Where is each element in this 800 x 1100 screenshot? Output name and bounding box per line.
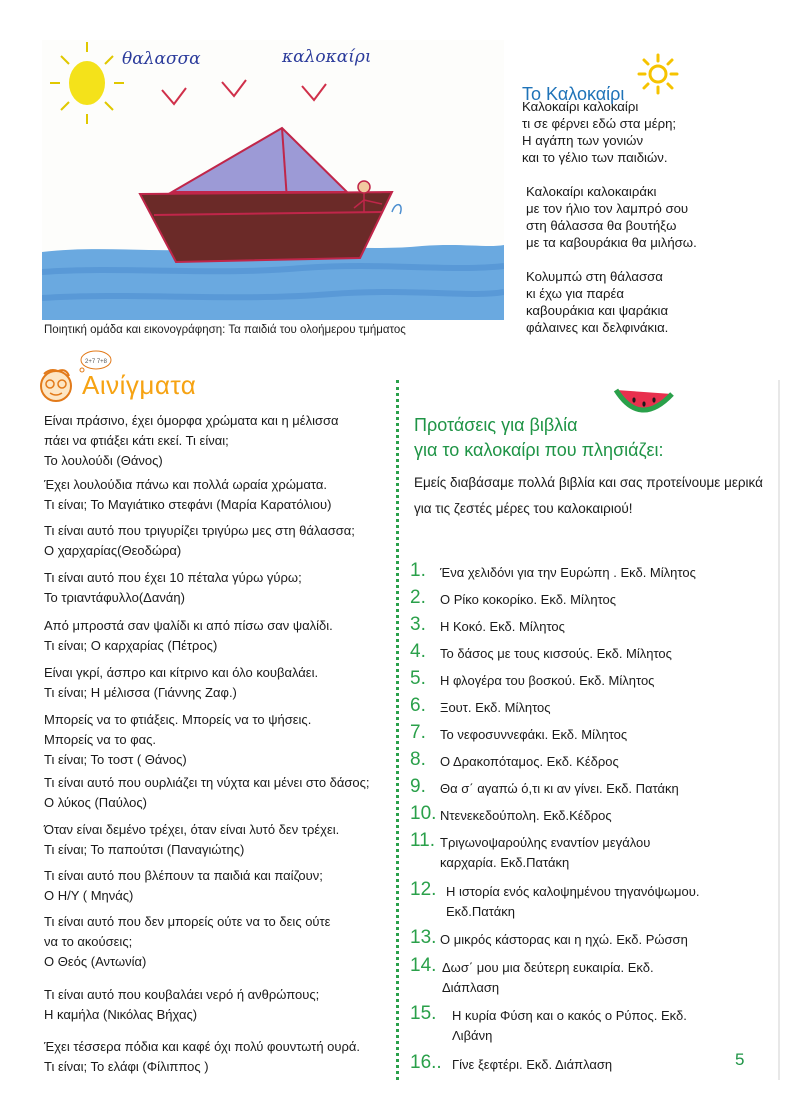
book-number: 15. — [410, 1003, 437, 1024]
riddle-line: Ο λύκος (Παύλος) — [44, 795, 147, 810]
poem-line: Η αγάπη των γονιών — [522, 133, 644, 148]
riddle-line: Όταν είναι δεμένο τρέχει, όταν είναι λυτό δεν τρέχει. — [44, 822, 340, 837]
book-number: 13. — [410, 927, 437, 948]
book-title: Διάπλαση — [442, 980, 500, 995]
book-number: 6. — [410, 695, 426, 716]
riddle-line: Τι είναι αυτό που δεν μπορείς ούτε να το δεις ούτε — [44, 914, 331, 929]
book-title: καρχαρία. Εκδ.Πατάκη — [440, 855, 570, 870]
book-title: Ο Ρίκο κοκορίκο. Εκδ. Μίλητος — [440, 592, 617, 607]
poem-line: και το γέλιο των παιδιών. — [522, 150, 668, 165]
poem-line: με τον ήλιο τον λαμπρό σου — [526, 201, 689, 216]
riddle-item — [44, 663, 384, 703]
book-title: Ένα χελιδόνι για την Ευρώπη . Εκδ. Μίλητος — [440, 565, 696, 580]
riddle-line: Τι είναι αυτό που ουρλιάζει τη νύχτα και μένει στο δάσος; — [44, 775, 370, 790]
riddle-line: Τι είναι; Το ελάφι (Φίλιππος ) — [44, 1059, 209, 1074]
poem-line: καβουράκια και ψαράκια — [526, 303, 669, 318]
poem-line: κι έχω για παρέα — [526, 286, 624, 301]
book-number: 11. — [410, 830, 436, 851]
book-title: Ξουτ. Εκδ. Μίλητος — [440, 700, 551, 715]
book-number: 1. — [410, 560, 426, 581]
riddle-line: Ο Η/Υ ( Μηνάς) — [44, 888, 134, 903]
riddle-line: Τι είναι; Ο καρχαρίας (Πέτρος) — [44, 638, 218, 653]
book-number: 8. — [410, 749, 426, 770]
book-number: 3. — [410, 614, 426, 635]
riddle-item — [44, 411, 384, 471]
riddle-line: Τι είναι αυτό που τριγυρίζει τριγύρω μες στη θάλασσα; — [44, 523, 355, 538]
books-heading-line: για το καλοκαίρι που πλησιάζει: — [414, 440, 664, 460]
riddle-line: Μπορείς να το φτιάξεις. Μπορείς να το ψήσεις. — [44, 712, 312, 727]
riddle-line: Τι είναι; Το τοστ ( Θάνος) — [44, 752, 187, 767]
poem-stanza — [522, 98, 676, 166]
book-title: Η ιστορία ενός καλοψημένου τηγανόψωμου. — [446, 884, 700, 899]
books-intro: Εμείς διαβάσαμε πολλά βιβλία και σας προτείνουμε μερικά για τις ζεστές μέρες του καλοκαιριού! — [414, 475, 763, 516]
riddle-line: Τι είναι; Η μέλισσα (Γιάννης Ζαφ.) — [44, 685, 237, 700]
riddle-item — [44, 1037, 384, 1077]
riddle-line: Τι είναι αυτό που έχει 10 πέταλα γύρω γύρω; — [44, 570, 302, 585]
page-number: 5 — [735, 1050, 745, 1069]
sun-icon — [636, 52, 680, 96]
poem-stanza — [526, 268, 668, 336]
book-title: Εκδ.Πατάκη — [446, 904, 515, 919]
book-title: Το δάσος με τους κισσούς. Εκδ. Μίλητος — [440, 646, 672, 661]
riddle-item — [44, 912, 384, 972]
riddle-line: Το λουλούδι (Θάνος) — [44, 453, 163, 468]
book-number: 14. — [410, 955, 437, 976]
book-title: Δωσ΄ μου μια δεύτερη ευκαιρία. Εκδ. — [442, 960, 654, 975]
book-title: Τριγωνοψαρούλης εναντίον μεγάλου — [440, 835, 651, 850]
riddle-line: πάει να φτιάξει κάτι εκεί. Τι είναι; — [44, 433, 229, 448]
book-title: Ο μικρός κάστορας και η ηχώ. Εκδ. Ρώσση — [440, 932, 688, 947]
riddle-line: Έχει τέσσερα πόδια και καφέ όχι πολύ φουντωτή ουρά. — [44, 1039, 361, 1054]
riddle-item — [44, 568, 384, 608]
book-number: 4. — [410, 641, 426, 662]
book-title: Η φλογέρα του βοσκού. Εκδ. Μίλητος — [440, 673, 655, 688]
riddle-line: Τι είναι αυτό που βλέπουν τα παιδιά και παίζουν; — [44, 868, 323, 883]
book-title: Η κυρία Φύση και ο κακός ο Ρύπος. Εκδ. — [452, 1008, 687, 1023]
books-heading — [414, 413, 664, 463]
riddle-item — [44, 710, 384, 770]
riddle-line: Είναι γκρί, άσπρο και κίτρινο και όλο κουβαλάει. — [44, 665, 319, 680]
riddle-line: Έχει λουλούδια πάνω και πολλά ωραία χρώματα. — [44, 477, 327, 492]
books-heading-line: Προτάσεις για βιβλία — [414, 415, 578, 435]
thought-bubble-text: 2+7 7+8 — [84, 359, 108, 365]
book-title: Γίνε ξεφτέρι. Εκδ. Διάπλαση — [452, 1057, 613, 1072]
book-number: 5. — [410, 668, 426, 689]
book-number: 10. — [410, 803, 437, 824]
poem-line: με τα καβουράκια θα μιλήσω. — [526, 235, 697, 250]
poem-line: Κολυμπώ στη θάλασσα — [526, 269, 663, 284]
poem-line: φάλαινες και δελφινάκια. — [526, 320, 669, 335]
riddle-line: Τι είναι αυτό που κουβαλάει νερό ή ανθρώπους; — [44, 987, 320, 1002]
riddle-item — [44, 521, 384, 561]
drawing-word-summer: καλοκαίρι — [282, 47, 372, 67]
book-title: Λιβάνη — [452, 1028, 493, 1043]
book-title: Η Κοκό. Εκδ. Μίλητος — [440, 619, 565, 634]
riddle-item — [44, 866, 384, 906]
thinking-face-icon — [36, 364, 80, 404]
poem-line: Καλοκαίρι καλοκαιράκι — [526, 184, 657, 199]
riddle-line: Το τριαντάφυλλο(Δανάη) — [44, 590, 185, 605]
riddle-line: Ο χαρχαρίας(Θεοδώρα) — [44, 543, 182, 558]
page-edge-shadow — [778, 380, 780, 1080]
poem-line: στη θάλασσα θα βουτήξω — [526, 218, 677, 233]
book-title: Το νεφοσυννεφάκι. Εκδ. Μίλητος — [440, 727, 628, 742]
riddle-line: να το ακούσεις; — [44, 934, 133, 949]
book-title: Ντενεκεδούπολη. Εκδ.Κέδρος — [440, 808, 612, 823]
poem-line: Καλοκαίρι καλοκαίρι — [522, 99, 639, 114]
book-number: 2. — [410, 587, 426, 608]
book-number: 16.. — [410, 1052, 442, 1073]
riddle-line: Η καμήλα (Νικόλας Βήχας) — [44, 1007, 198, 1022]
riddle-line: Τι είναι; Το παπούτσι (Παναγιώτης) — [44, 842, 245, 857]
riddle-item — [44, 985, 384, 1025]
book-number: 7. — [410, 722, 426, 743]
riddle-line: Μπορείς να το φας. — [44, 732, 157, 747]
riddle-item — [44, 475, 384, 515]
riddle-item — [44, 616, 384, 656]
riddle-line: Τι είναι; Το Μαγιάτικο στεφάνι (Μαρία Καρατόλιου) — [44, 497, 332, 512]
poem-line: τι σε φέρνει εδώ στα μέρη; — [522, 116, 677, 131]
riddle-line: Από μπροστά σαν ψαλίδι κι από πίσω σαν ψαλίδι. — [44, 618, 333, 633]
book-title: Θα σ΄ αγαπώ ό,τι κι αν γίνει. Εκδ. Πατάκη — [440, 781, 679, 796]
book-number: 9. — [410, 776, 426, 797]
riddle-line: Είναι πράσινο, έχει όμορφα χρώματα και η μέλισσα — [44, 413, 339, 428]
childrens-drawing-sailboat — [42, 40, 504, 320]
book-number: 12. — [410, 879, 437, 900]
column-divider — [396, 380, 399, 1080]
drawing-word-sea: θαλασσα — [122, 49, 201, 69]
poem-title: Το Καλοκαίρι — [522, 84, 625, 104]
drawing-caption: Ποιητική ομάδα και εικονογράφηση: Τα παιδιά του ολοήμερου τμήματος — [44, 324, 406, 336]
book-title: Ο Δρακοπόταμος. Εκδ. Κέδρος — [440, 754, 619, 769]
poem-stanza — [526, 183, 697, 251]
riddles-title: Αινίγματα — [82, 370, 197, 400]
riddle-line: Ο Θεός (Αντωνία) — [44, 954, 147, 969]
riddle-item — [44, 773, 384, 813]
riddle-item — [44, 820, 384, 860]
